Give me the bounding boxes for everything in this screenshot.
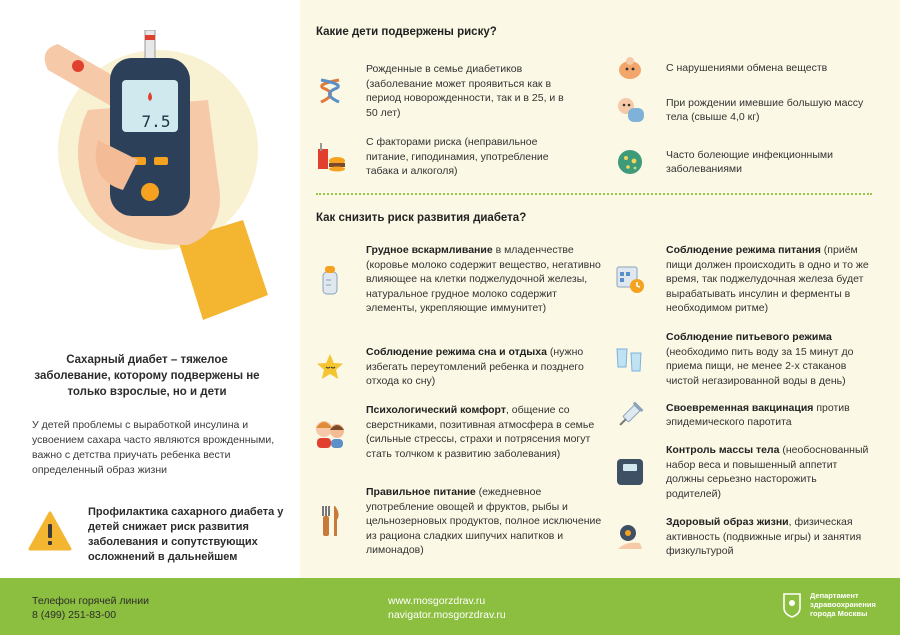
site-link-main[interactable]: www.mosgorzdrav.ru bbox=[388, 595, 486, 607]
risk-text: При рождении имевшие большую массу тела (свыше 4,0 кг) bbox=[666, 96, 864, 123]
footer-hotline bbox=[32, 594, 149, 622]
fork-knife-icon bbox=[315, 504, 345, 538]
prevent-text: против эпидемического паротита bbox=[666, 401, 850, 428]
prevent-text: (необходимо пить воду за 15 минут до приема пищи, не менее 2-х стаканов чистой негазированной воды в день) bbox=[666, 345, 854, 387]
dna-icon bbox=[315, 76, 345, 106]
risk-item-birth-weight bbox=[612, 92, 872, 128]
risk-item-heredity bbox=[312, 62, 572, 120]
moscow-emblem-icon bbox=[782, 592, 802, 618]
prevent-bold: Соблюдение режима питания bbox=[666, 244, 821, 256]
dept-line-3: города Москвы bbox=[810, 609, 868, 618]
prevent-item-vaccination bbox=[612, 397, 874, 433]
risk-item-infections bbox=[612, 144, 872, 180]
meter-reading: 7.5 bbox=[141, 112, 171, 131]
prevent-bold: Контроль массы тела bbox=[666, 444, 780, 456]
prevent-bold: Психологический комфорт bbox=[366, 404, 506, 416]
warning-block bbox=[28, 505, 288, 565]
glucometer-hand-illustration bbox=[28, 30, 268, 330]
prevent-bold: Грудное вскармливание bbox=[366, 244, 493, 256]
sleeping-star-icon bbox=[314, 351, 346, 383]
prevent-text: (приём пищи должен происходить в одно и то же время, так поджелудочная железа будет вырабатывать инсулин и ферменты в необходимом ритме) bbox=[666, 244, 869, 314]
department-logo bbox=[782, 591, 876, 618]
hotline-number[interactable]: 8 (499) 251-83-00 bbox=[32, 609, 117, 621]
prevent-text: в младенчестве (коровье молоко содержит вещество, негативно влияющее на клетки поджелудочной железы, натуральное грудное молоко содержит элементы, укрепляющие иммунитет) bbox=[366, 244, 601, 314]
prevent-text: (необоснованный набор веса и повышенный аппетит должны серьезно насторожить родителей) bbox=[666, 444, 869, 500]
prevent-item-lifestyle bbox=[612, 515, 874, 559]
lead-text: Сахарный диабет – тяжелое заболевание, которому подвержены не только взрослые, но и дети bbox=[34, 354, 260, 398]
risk-text: Рожденные в семье диабетиков (заболевание может проявиться как в период новорожденности, так и в 25, и в 50 лет) bbox=[366, 63, 564, 119]
risk-item-metabolism bbox=[612, 50, 872, 86]
virus-icon bbox=[615, 147, 645, 177]
prevent-item-meal-regime bbox=[612, 243, 874, 316]
syringe-icon bbox=[614, 399, 646, 431]
dept-line-2: здравоохранения bbox=[810, 600, 876, 609]
prevent-bold: Здоровый образ жизни bbox=[666, 516, 789, 528]
warning-text: Профилактика сахарного диабета у детей снижает риск развития заболевания и сопутствующих осложнений в дальнейшем bbox=[88, 506, 284, 563]
bottle-icon bbox=[315, 262, 345, 296]
piggy-icon bbox=[615, 53, 645, 83]
risk-item-factors bbox=[312, 135, 572, 179]
risk-section-title: Какие дети подвержены риску? bbox=[316, 26, 497, 38]
prevent-bold: Своевременная вакцинация bbox=[666, 401, 814, 414]
dept-line-1: Департамент bbox=[810, 591, 859, 600]
left-panel bbox=[0, 0, 300, 578]
prevent-text: (ежедневное употребление овощей и фруктов, рыбы и цельнозерновых продуктов, полное исключение из рациона сладких шипучих напитков и лимонадов) bbox=[366, 486, 602, 556]
prevent-item-weight bbox=[612, 443, 874, 501]
prevent-bold: Соблюдение питьевого режима bbox=[666, 331, 832, 343]
prevent-section-title: Как снизить риск развития диабета? bbox=[316, 212, 527, 224]
calendar-clock-icon bbox=[614, 263, 646, 295]
prevent-text: (нужно избегать переутомлений ребенка и позднего отхода ко сну) bbox=[366, 346, 584, 387]
prevent-text: , общение со сверстниками, позитивная атмосфера в семье (сильные стрессы, страхи и потрясения могут стать толчком к развитию заболевания) bbox=[366, 404, 595, 460]
hotline-label: Телефон горячей линии bbox=[32, 595, 149, 607]
risk-text: Часто болеющие инфекционными заболеваниями bbox=[666, 148, 833, 175]
risk-text: С нарушениями обмена веществ bbox=[666, 61, 828, 74]
prevent-text: , физическая активность (подвижные игры) и занятия физкультурой bbox=[666, 516, 862, 557]
water-glasses-icon bbox=[614, 343, 646, 375]
prevent-item-breastfeeding bbox=[312, 243, 602, 316]
prevent-item-comfort bbox=[312, 403, 602, 461]
intro-text: У детей проблемы с выработкой инсулина и усвоением сахара часто являются врожденными, важно с детства приучать ребенка вести определенный образ жизни bbox=[32, 419, 275, 476]
prevent-bold: Соблюдение режима сна и отдыха bbox=[366, 346, 547, 358]
prevent-item-sleep bbox=[312, 345, 602, 389]
section-divider bbox=[316, 193, 872, 195]
prevent-bold: Правильное питание bbox=[366, 486, 476, 498]
arm-muscle-icon bbox=[614, 521, 646, 553]
children-icon bbox=[313, 416, 347, 448]
risk-text: С факторами риска (неправильное питание, гиподинамия, употребление табака и алкоголя) bbox=[366, 136, 549, 177]
prevent-item-nutrition bbox=[312, 485, 602, 558]
prevent-item-drinking bbox=[612, 330, 874, 388]
baby-icon bbox=[614, 94, 646, 126]
footer-links bbox=[388, 594, 506, 622]
site-link-navigator[interactable]: navigator.mosgorzdrav.ru bbox=[388, 609, 506, 621]
fast-food-icon bbox=[314, 141, 346, 173]
scales-icon bbox=[614, 456, 646, 488]
warning-icon bbox=[28, 509, 72, 553]
